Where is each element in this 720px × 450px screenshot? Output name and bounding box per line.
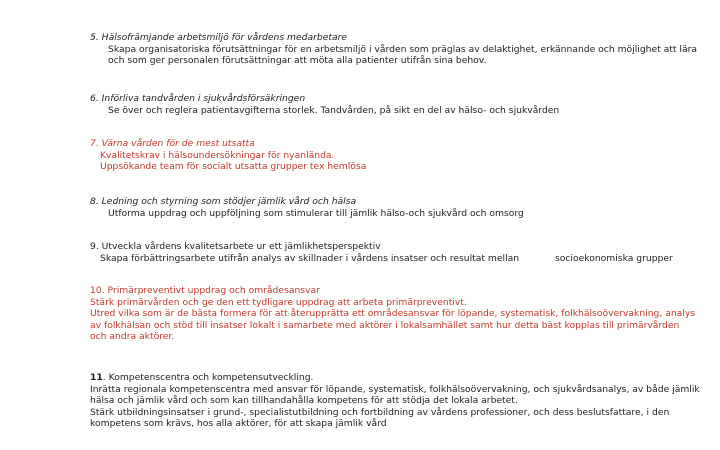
item-11-line-2: hälsa och jämlik vård och som kan tillhandahålla kompetens för att stödja det lokala arbetet.	[90, 395, 518, 406]
item-8-heading: 8. Ledning och styrning som stödjer jämlik vård och hälsa	[90, 196, 357, 207]
item-10-line-3: av folkhälsan och stöd till insatser lokalt i samarbete med aktörer i lokalsamhället samt hur detta bäst kopplas till primärvården	[90, 319, 680, 331]
item-9-line-1	[90, 253, 673, 265]
item-9	[90, 241, 673, 264]
item-9-line-1a: Skapa förbättringsarbete utifrån analys av skillnader i vårdens insatser och resultat mellan	[100, 252, 520, 264]
item-7-line-2: Uppsökande team för socialt utsatta grupper tex hemlösa	[100, 161, 367, 172]
item-11-line-4: kompetens som krävs, hos alla aktörer, för att skapa jämlik vård	[90, 418, 387, 429]
item-5-line-1: Skapa organisatoriska förutsättningar för en arbetsmiljö i vården som präglas av delaktighet, erkännande och möjlighet att lära	[108, 43, 698, 55]
item-10-line-4: och andra aktörer.	[90, 331, 175, 342]
item-10-line-2: Utred vilka som är de bästa formera för att återupprätta ett områdesansvar för löpande, systematisk, folkhälsoövervakning, analys	[90, 308, 696, 319]
item-10-line-1: Stärk primärvården och ge den ett tydligare uppdrag att arbeta primärpreventivt.	[90, 296, 467, 308]
item-7	[90, 138, 366, 173]
item-9-heading: 9. Utveckla vårdens kvalitetsarbete ur ett jämlikhetsperspektiv	[90, 241, 381, 252]
item-7-line-1: Kvalitetskrav i hälsoundersökningar för nyanlända.	[100, 149, 335, 161]
item-6	[90, 93, 559, 116]
item-11-number: 11	[90, 372, 103, 383]
item-10-heading: 10. Primärpreventivt uppdrag och områdesansvar	[90, 285, 320, 296]
item-7-heading: 7. Värna vården för de mest utsatta	[90, 138, 255, 149]
item-8-line-1: Utforma uppdrag och uppföljning som stimulerar till jämlik hälso-och sjukvård och omsorg	[108, 207, 524, 219]
item-11-line-3: Stärk utbildningsinsatser i grund-, specialistutbildning och fortbildning av vårdens professioner, och dess beslutsfattare, i den	[90, 406, 670, 418]
item-11-line-1: Inrätta regionala kompetenscentra med ansvar för löpande, systematisk, folkhälsoövervakning, och sjukvårdsanalys, av både jämlik	[90, 383, 700, 395]
item-11-heading	[90, 372, 700, 384]
item-8	[90, 196, 524, 219]
item-9-line-1b: socioekonomiska grupper	[554, 252, 673, 264]
item-5-heading: 5. Hälsofrämjande arbetsmiljö för vårdens medarbetare	[90, 32, 348, 43]
item-6-heading: 6. Införliva tandvården i sjukvårdsförsäkringen	[90, 93, 306, 104]
item-5	[90, 32, 697, 67]
item-6-line-1: Se över och reglera patientavgifterna storlek. Tandvården, på sikt en del av hälso- och sjukvården	[108, 104, 560, 116]
item-11-heading-text: . Kompetenscentra och kompetensutveckling.	[102, 372, 314, 383]
item-5-line-2: och som ger personalen förutsättningar att möta alla patienter utifrån sina behov.	[108, 55, 487, 66]
item-11	[90, 372, 700, 430]
item-10	[90, 285, 695, 343]
